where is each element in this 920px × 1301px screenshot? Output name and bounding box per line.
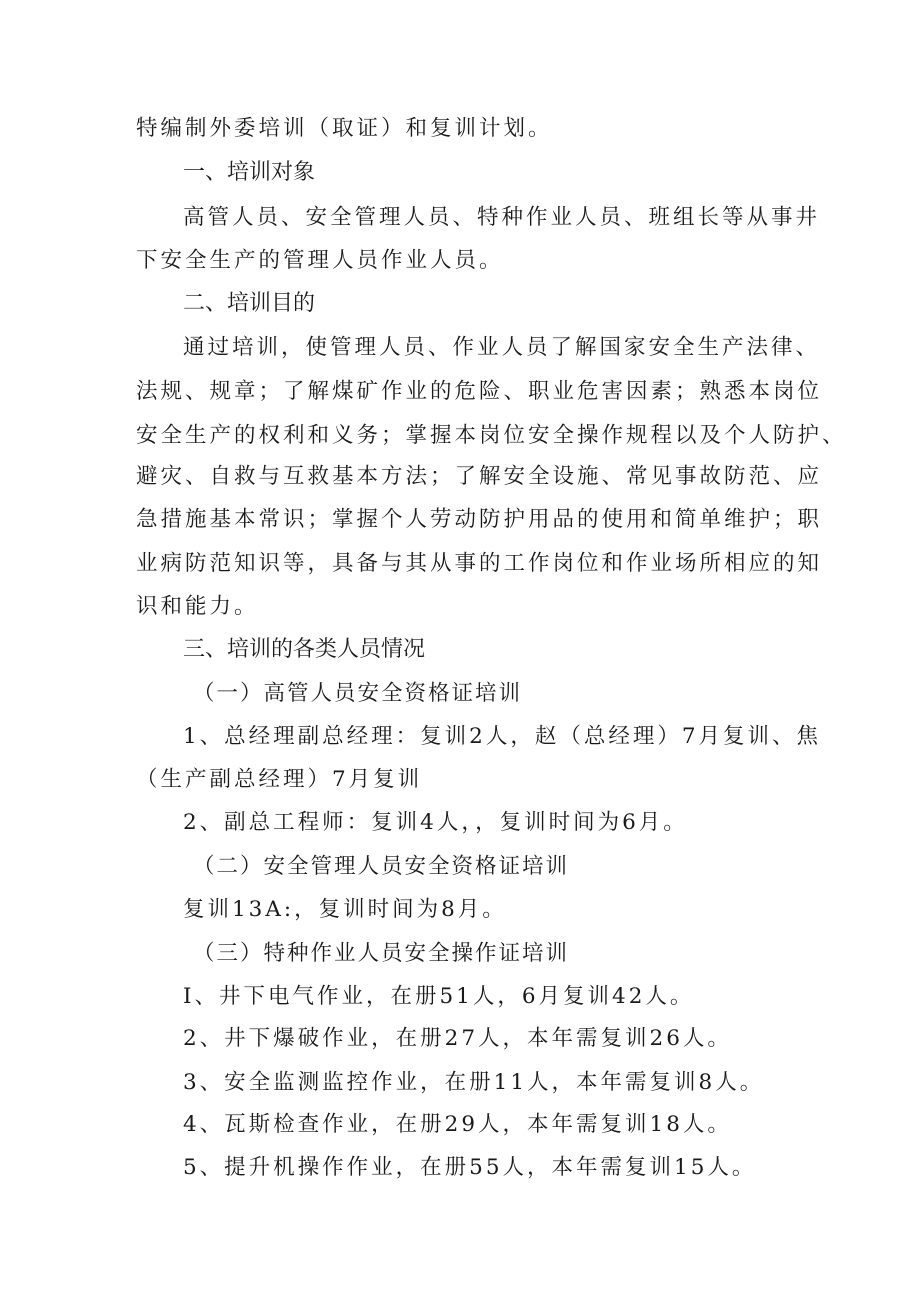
section-1-heading: 一、培训对象 — [183, 160, 316, 185]
list-item: 2、副总工程师：复训4人，，复训时间为6月。 — [183, 810, 688, 835]
section-2-heading: 二、培训目的 — [183, 291, 316, 316]
list-item: （生产副总经理）7月复训 — [136, 767, 423, 792]
section-2-paragraph-line: 法规、规章；了解煤矿作业的危险、职业危害因素；熟悉本岗位 — [136, 379, 823, 404]
list-item: I、井下电气作业，在册51人，6月复训42人。 — [183, 984, 695, 1009]
subsection-3-title: （三）特种作业人员安全操作证培训 — [193, 941, 570, 966]
section-3-heading: 三、培训的各类人员情况 — [183, 637, 426, 662]
subsection-2-title: （二）安全管理人员安全资格证培训 — [193, 854, 570, 879]
section-1-paragraph-line: 下安全生产的管理人员作业人员。 — [136, 248, 504, 273]
section-2-paragraph-line: 安全生产的权利和义务；掌握本岗位安全操作规程以及个人防护、 — [136, 423, 847, 448]
section-2-paragraph-line: 通过培训，使管理人员、作业人员了解国家安全生产法律、 — [183, 335, 821, 360]
intro-tail-text: 特编制外委培训（取证）和复训计划。 — [136, 116, 553, 141]
list-item: 3、安全监测监控作业，在册11人，本年需复训8人。 — [183, 1070, 765, 1095]
list-item: 4、瓦斯检查作业，在册29人，本年需复训18人。 — [183, 1112, 732, 1137]
list-item: 5、提升机操作作业，在册55人，本年需复训15人。 — [183, 1155, 757, 1180]
subsection-1-title: （一）高管人员安全资格证培训 — [193, 681, 523, 706]
section-1-paragraph-line: 高管人员、安全管理人员、特种作业人员、班组长等从事井 — [183, 205, 821, 230]
section-2-paragraph-line: 识和能力。 — [136, 594, 259, 619]
list-item: 复训13A:，复训时间为8月。 — [183, 897, 507, 922]
section-2-paragraph-line: 业病防范知识等，具备与其从事的工作岗位和作业场所相应的知 — [136, 551, 823, 576]
section-2-paragraph-line: 避灾、自救与互救基本方法；了解安全设施、常见事故防范、应 — [136, 464, 823, 489]
list-item: 1、总经理副总经理：复训2人，赵（总经理）7月复训、焦 — [183, 724, 822, 749]
section-2-paragraph-line: 急措施基本常识；掌握个人劳动防护用品的使用和简单维护；职 — [136, 507, 823, 532]
list-item: 2、井下爆破作业，在册27人，本年需复训26人。 — [183, 1026, 732, 1051]
